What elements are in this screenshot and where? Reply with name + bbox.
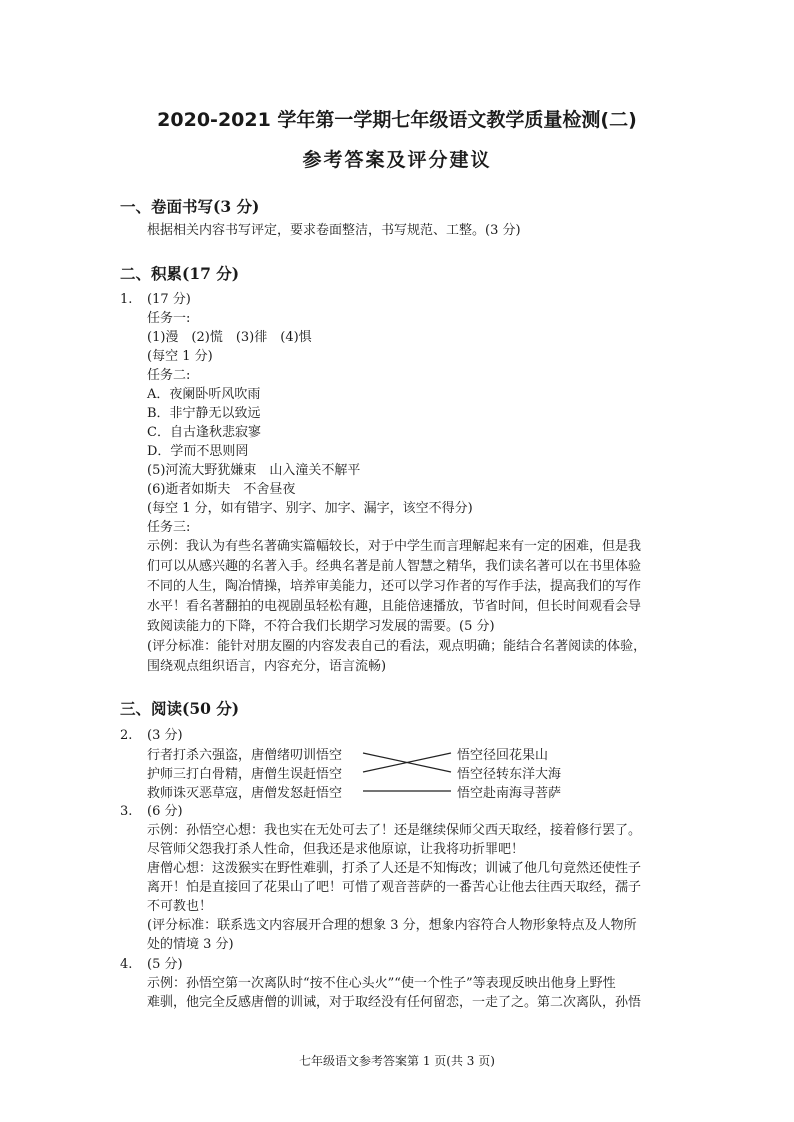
matching-lines (361, 744, 457, 798)
q1-line: 围绕观点组织语言，内容充分，语言流畅) (147, 659, 387, 674)
match-right-item: 悟空径转东洋大海 (457, 767, 562, 782)
match-left-item: 行者打杀六强盗，唐僧绪叨训悟空 (147, 748, 343, 763)
q1-line: 们可以从感兴趣的名著入手。经典名著是前人智慧之精华，我们读名著可以在书里体验 (147, 559, 642, 574)
q1-line: (17 分) (147, 292, 191, 307)
q1-line: (评分标准：能针对朋友圈的内容发表自己的看法，观点明确；能结合名著阅读的体验， (147, 639, 647, 654)
section-1-heading: 一、卷面书写(3 分) (120, 197, 260, 216)
page-footer: 七年级语文参考答案第 1 页(共 3 页) (299, 1054, 495, 1068)
q3-line: 示例：孙悟空心想：我也实在无处可去了！还是继续保师父西天取经，接着修行罢了。 (147, 823, 642, 838)
section-2-heading: 二、积累(17 分) (120, 264, 240, 283)
q1-line: C．自古逢秋悲寂寥 (147, 425, 261, 440)
match-left-item: 护师三打白骨精，唐僧生误赶悟空 (147, 767, 343, 782)
q3-line: 唐僧心想：这泼猴实在野性难驯，打杀了人还是不知悔改；训诫了他几句竟然还使性子 (147, 861, 642, 876)
question-4-number: 4. (120, 957, 133, 972)
q1-line: A．夜阑卧听风吹雨 (147, 387, 261, 402)
q1-line: D．学而不思则罔 (147, 444, 249, 459)
q3-line: 处的情境 3 分) (147, 937, 234, 952)
q3-line: 不可教也！ (147, 899, 213, 914)
q4-line: 难驯，他完全反感唐僧的训诫，对于取经没有任何留恋，一走了之。第二次离队，孙悟 (147, 995, 642, 1010)
q1-line: 水平！看名著翻拍的电视剧虽轻松有趣，且能倍速播放，节省时间，但长时间观看会导 (147, 599, 642, 614)
match-left-item: 救师诛灭恶草寇，唐僧发怒赶悟空 (147, 786, 343, 801)
q3-line: (6 分) (147, 804, 183, 819)
match-right-item: 悟空径回花果山 (457, 748, 549, 763)
q1-line: (每空 1 分，如有错字、别字、加字、漏字，该空不得分) (147, 501, 473, 516)
matching-diagram (147, 744, 607, 801)
section-3-heading: 三、阅读(50 分) (120, 699, 240, 718)
q1-line: B．非宁静无以致远 (147, 406, 261, 421)
q3-line: 离开！怕是直接回了花果山了吧！可惜了观音菩萨的一番苦心让他去往西天取经，孺子 (147, 880, 642, 895)
q2-score: (3 分) (147, 728, 183, 743)
q1-line: (6)逝者如斯夫 不舍昼夜 (147, 482, 296, 497)
q1-line: 任务一: (147, 311, 191, 326)
question-2-number: 2. (120, 728, 133, 743)
q4-line: (5 分) (147, 957, 183, 972)
q1-line: (1)漫 (2)慌 (3)徘 (4)惧 (147, 330, 312, 345)
q1-line: (每空 1 分) (147, 349, 213, 364)
section-1-text: 根据相关内容书写评定，要求卷面整洁，书写规范、工整。(3 分) (147, 223, 521, 238)
q1-line: 示例：我认为有些名著确实篇幅较长，对于中学生而言理解起来有一定的困难，但是我 (147, 539, 642, 554)
q1-line: 不同的人生，陶冶情操，培养审美能力，还可以学习作者的写作手法，提高我们的写作 (147, 579, 642, 594)
match-right-item: 悟空赴南海寻菩萨 (457, 786, 562, 801)
q3-line: 尽管师父怨我打杀人性命，但我还是求他原谅，让我将功折罪吧！ (147, 842, 525, 857)
q1-line: 致阅读能力的下降，不符合我们长期学习发展的需要。(5 分) (147, 619, 495, 634)
q3-line: (评分标准：联系选文内容展开合理的想象 3 分，想象内容符合人物形象特点及人物所 (147, 918, 637, 933)
question-1-number: 1. (120, 292, 133, 307)
page-title: 2020-2021 学年第一学期七年级语文教学质量检测(二) (157, 109, 637, 131)
page-subtitle: 参考答案及评分建议 (302, 149, 492, 171)
question-3-number: 3. (120, 804, 133, 819)
q1-line: 任务三: (147, 520, 191, 535)
q1-line: 任务二: (147, 368, 191, 383)
q1-line: (5)河流大野犹嫌束 山入潼关不解平 (147, 463, 361, 478)
q4-line: 示例：孙悟空第一次离队时“按不住心头火”“使一个性子”等表现反映出他身上野性 (147, 976, 616, 991)
